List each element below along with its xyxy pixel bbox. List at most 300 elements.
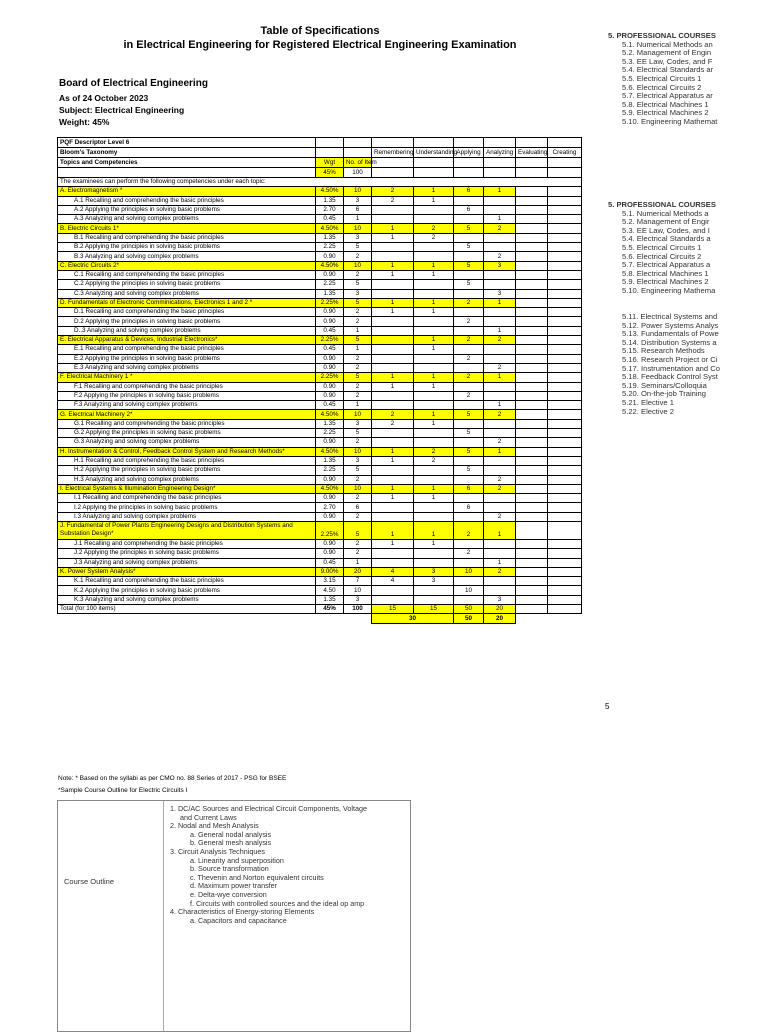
analyzing-cell: 2 xyxy=(484,512,516,521)
understanding-cell xyxy=(414,243,454,252)
remembering-cell: 1 xyxy=(372,484,414,493)
creating-cell xyxy=(548,345,582,354)
level-header: Understanding xyxy=(414,148,454,158)
remembering-cell: 1 xyxy=(372,261,414,270)
specification-table xyxy=(57,137,582,624)
evaluating-cell xyxy=(516,429,548,438)
intro-text: The examinees can perform the following competencies under each topic: xyxy=(58,178,582,187)
competency-row xyxy=(58,494,582,503)
evaluating-cell xyxy=(516,354,548,363)
applying-cell xyxy=(454,512,484,521)
evaluating-cell xyxy=(516,187,548,196)
analyzing-cell xyxy=(484,466,516,475)
analyzing-cell: 3 xyxy=(484,595,516,604)
topic-name: I. Electrical Systems & Illumination Engineering Design* xyxy=(58,484,316,493)
course-list-item: 5.7. Electrical Apparatus a xyxy=(622,260,711,270)
category-row xyxy=(58,373,582,382)
analyzing-cell xyxy=(484,382,516,391)
remembering-cell: 1 xyxy=(372,447,414,456)
analyzing-cell xyxy=(484,243,516,252)
total-weight: 45% xyxy=(316,168,344,178)
analyzing-cell: 1 xyxy=(484,401,516,410)
understanding-cell xyxy=(414,475,454,484)
outline-item: and Current Laws xyxy=(180,812,237,822)
board-name: Board of Electrical Engineering xyxy=(59,78,208,89)
remembering-cell xyxy=(372,215,414,224)
items-cell: 1 xyxy=(344,326,372,335)
analyzing-cell: 1 xyxy=(484,558,516,567)
items-cell: 5 xyxy=(344,243,372,252)
applying-cell: 2 xyxy=(454,336,484,345)
competency-row xyxy=(58,539,582,548)
course-list-item: 5.21. Elective 1 xyxy=(622,397,674,407)
course-list-item: 5.9. Electrical Machines 2 xyxy=(622,108,709,118)
creating-cell xyxy=(548,317,582,326)
items-cell: 10 xyxy=(344,586,372,595)
course-list-item: 5.4. Electrical Standards ar xyxy=(622,65,714,75)
summary-applying: 50 xyxy=(454,614,484,623)
competency-name: J.3 Analyzing and solving complex problems xyxy=(58,558,316,567)
remembering-cell xyxy=(372,317,414,326)
items-cell: 2 xyxy=(344,512,372,521)
applying-cell xyxy=(454,252,484,261)
summary-row xyxy=(58,614,582,623)
applying-cell xyxy=(454,233,484,242)
outline-item: c. Thevenin and Norton equivalent circuits xyxy=(190,872,324,882)
competency-name: F.1 Recalling and comprehending the basic principles xyxy=(58,382,316,391)
weight-cell: 4.50% xyxy=(316,484,344,493)
applying-cell: 2 xyxy=(454,298,484,307)
weight-cell: 0.45 xyxy=(316,345,344,354)
items-cell: 10 xyxy=(344,187,372,196)
items-cell: 2 xyxy=(344,549,372,558)
course-list-item: 5.5. Electrical Circuits 1 xyxy=(622,73,702,83)
evaluating-cell xyxy=(516,410,548,419)
competency-name: F.3 Analyzing and solving complex problems xyxy=(58,401,316,410)
weight-cell: 0.45 xyxy=(316,215,344,224)
competency-row xyxy=(58,401,582,410)
competency-name: K.3 Analyzing and solving complex problems xyxy=(58,595,316,604)
weight-cell: 0.90 xyxy=(316,391,344,400)
creating-cell xyxy=(548,270,582,279)
creating-cell xyxy=(548,373,582,382)
professional-courses-heading: 5. PROFESSIONAL COURSES xyxy=(608,200,716,209)
category-row xyxy=(58,261,582,270)
course-list-item: 5.4. Electrical Standards a xyxy=(622,234,711,244)
items-cell: 2 xyxy=(344,363,372,372)
course-list-item: 5.22. Elective 2 xyxy=(622,406,674,416)
evaluating-cell xyxy=(516,243,548,252)
competency-name: F.2 Applying the principles in solving basic problems xyxy=(58,391,316,400)
level-header: Applying xyxy=(454,148,484,158)
competency-row xyxy=(58,382,582,391)
evaluating-cell xyxy=(516,466,548,475)
category-row xyxy=(58,484,582,493)
evaluating-cell xyxy=(516,567,548,576)
evaluating-cell xyxy=(516,456,548,465)
remembering-cell: 1 xyxy=(372,456,414,465)
course-list-item: 5.6. Electrical Circuits 2 xyxy=(622,82,702,92)
understanding-cell xyxy=(414,466,454,475)
remembering-cell: 4 xyxy=(372,567,414,576)
creating-cell xyxy=(548,298,582,307)
understanding-cell: 1 xyxy=(414,419,454,428)
blooms-taxonomy-label: Bloom's Taxonomy xyxy=(58,148,316,158)
weight-cell: 4.50 xyxy=(316,586,344,595)
remembering-cell: 1 xyxy=(372,308,414,317)
items-cell: 3 xyxy=(344,419,372,428)
competency-name: D..3 Analyzing and solving complex problems xyxy=(58,326,316,335)
remembering-cell xyxy=(372,205,414,214)
analyzing-cell xyxy=(484,233,516,242)
remembering-cell xyxy=(372,549,414,558)
creating-cell xyxy=(548,391,582,400)
outline-item: d. Maximum power transfer xyxy=(190,881,278,891)
creating-cell xyxy=(548,261,582,270)
course-list-item: 5.8. Electrical Machines 1 xyxy=(622,99,709,109)
weight-cell: 0.90 xyxy=(316,438,344,447)
understanding-cell xyxy=(414,215,454,224)
competency-row xyxy=(58,549,582,558)
topic-name: A. Electromagnetism * xyxy=(58,187,316,196)
remembering-cell xyxy=(372,595,414,604)
items-cell: 5 xyxy=(344,280,372,289)
remembering-cell: 1 xyxy=(372,521,414,539)
creating-cell xyxy=(548,503,582,512)
applying-cell: 5 xyxy=(454,447,484,456)
applying-cell: 6 xyxy=(454,187,484,196)
items-cell: 2 xyxy=(344,308,372,317)
items-cell: 2 xyxy=(344,382,372,391)
weight-cell: 1.35 xyxy=(316,289,344,298)
items-cell: 3 xyxy=(344,233,372,242)
applying-cell xyxy=(454,345,484,354)
evaluating-cell xyxy=(516,549,548,558)
evaluating-cell xyxy=(516,503,548,512)
creating-cell xyxy=(548,401,582,410)
competency-row xyxy=(58,317,582,326)
creating-cell xyxy=(548,484,582,493)
remembering-cell xyxy=(372,354,414,363)
understanding-cell xyxy=(414,391,454,400)
competency-name: D.2 Applying the principles in solving basic problems xyxy=(58,317,316,326)
competency-name: G.2 Applying the principles in solving basic problems xyxy=(58,429,316,438)
course-list-item: 5.7. Electrical Apparatus ar xyxy=(622,91,713,101)
outline-item: 2. Nodal and Mesh Analysis xyxy=(170,821,259,831)
summary-analyzing: 20 xyxy=(484,614,516,623)
remembering-cell xyxy=(372,336,414,345)
understanding-cell: 1 xyxy=(414,410,454,419)
competency-row xyxy=(58,512,582,521)
applying-cell: 5 xyxy=(454,466,484,475)
creating-cell xyxy=(548,558,582,567)
applying-cell xyxy=(454,494,484,503)
category-row xyxy=(58,521,582,539)
evaluating-cell xyxy=(516,558,548,567)
creating-cell xyxy=(548,466,582,475)
understanding-cell: 1 xyxy=(414,345,454,354)
remembering-cell xyxy=(372,475,414,484)
remembering-cell: 1 xyxy=(372,382,414,391)
weight-cell: 1.35 xyxy=(316,233,344,242)
evaluating-cell xyxy=(516,401,548,410)
competency-row xyxy=(58,456,582,465)
creating-cell xyxy=(548,410,582,419)
applying-cell: 5 xyxy=(454,261,484,270)
applying-cell xyxy=(454,308,484,317)
category-row xyxy=(58,224,582,233)
outline-item: e. Delta-wye conversion xyxy=(190,889,267,899)
page-number: 5 xyxy=(605,702,610,711)
applying-cell xyxy=(454,215,484,224)
evaluating-cell xyxy=(516,447,548,456)
competency-row xyxy=(58,345,582,354)
evaluating-cell xyxy=(516,308,548,317)
applying-cell xyxy=(454,289,484,298)
weight-cell: 3.15 xyxy=(316,577,344,586)
items-cell: 7 xyxy=(344,577,372,586)
outline-item: b. General mesh analysis xyxy=(190,838,272,848)
category-row xyxy=(58,187,582,196)
understanding-cell: 3 xyxy=(414,567,454,576)
outline-item: 4. Characteristics of Energy-storing Elements xyxy=(170,907,315,917)
course-list-item: 5.15. Research Methods xyxy=(622,346,705,356)
weight-cell: 2.25 xyxy=(316,429,344,438)
weight-cell: 0.90 xyxy=(316,539,344,548)
creating-cell xyxy=(548,419,582,428)
competency-name: C.1 Recalling and comprehending the basic principles xyxy=(58,270,316,279)
evaluating-cell xyxy=(516,196,548,205)
weight-cell: 1.35 xyxy=(316,419,344,428)
category-row xyxy=(58,567,582,576)
course-list-item: 5.13. Fundamentals of Powe xyxy=(622,329,719,339)
analyzing-cell xyxy=(484,391,516,400)
note-syllabi: Note: * Based on the syllabi as per CMO no. 88 Series of 2017 - PSG for BSEE xyxy=(58,775,287,782)
competency-name: E.3 Analyzing and solving complex problems xyxy=(58,363,316,372)
creating-cell xyxy=(548,224,582,233)
competency-row xyxy=(58,577,582,586)
items-cell: 5 xyxy=(344,429,372,438)
items-cell: 1 xyxy=(344,401,372,410)
understanding-cell xyxy=(414,503,454,512)
competency-row xyxy=(58,354,582,363)
applying-cell xyxy=(454,595,484,604)
topic-name: F. Electrical Machinery 1 * xyxy=(58,373,316,382)
understanding-cell xyxy=(414,280,454,289)
remembering-cell xyxy=(372,401,414,410)
total-items-cell: 100 xyxy=(344,605,372,614)
creating-cell xyxy=(548,429,582,438)
competency-row xyxy=(58,233,582,242)
weight-cell: 2.25% xyxy=(316,336,344,345)
weight-line: Weight: 45% xyxy=(59,117,110,127)
weight-cell: 2.70 xyxy=(316,503,344,512)
creating-cell xyxy=(548,382,582,391)
weight-cell: 4.50% xyxy=(316,187,344,196)
applying-cell: 10 xyxy=(454,567,484,576)
understanding-cell: 1 xyxy=(414,484,454,493)
competency-name: C.2 Applying the principles in solving basic problems xyxy=(58,280,316,289)
remembering-cell: 1 xyxy=(372,539,414,548)
course-list-item: 5.2. Management of Engin xyxy=(622,48,712,58)
weight-cell: 2.70 xyxy=(316,205,344,214)
competency-row xyxy=(58,438,582,447)
document-subtitle: in Electrical Engineering for Registered Electrical Engineering Examination xyxy=(123,39,517,51)
topic-name: E. Electrical Apparatus & Devices, Industrial Electronics* xyxy=(58,336,316,345)
remembering-cell xyxy=(372,252,414,261)
applying-cell: 6 xyxy=(454,484,484,493)
weight-cell: 0.90 xyxy=(316,382,344,391)
weight-cell: 0.90 xyxy=(316,308,344,317)
remembering-cell xyxy=(372,326,414,335)
total-items: 100 xyxy=(344,168,372,178)
items-cell: 3 xyxy=(344,456,372,465)
understanding-cell xyxy=(414,401,454,410)
pqf-descriptor: PQF Descriptor Level 6 xyxy=(58,138,316,148)
outline-item: b. Source transformation xyxy=(190,864,269,874)
applying-cell xyxy=(454,475,484,484)
items-cell: 6 xyxy=(344,205,372,214)
course-list-item: 5.17. Instrumentation and Co xyxy=(622,363,720,373)
evaluating-cell xyxy=(516,270,548,279)
items-cell: 3 xyxy=(344,595,372,604)
applying-cell: 2 xyxy=(454,354,484,363)
as-of-date: As of 24 October 2023 xyxy=(59,93,149,103)
category-row xyxy=(58,336,582,345)
analyzing-cell: 2 xyxy=(484,438,516,447)
competency-row xyxy=(58,280,582,289)
evaluating-cell xyxy=(516,336,548,345)
competency-name: J.2 Applying the principles in solving basic problems xyxy=(58,549,316,558)
competency-name: D.1 Recalling and comprehending the basic principles xyxy=(58,308,316,317)
notes xyxy=(58,773,286,797)
analyzing-cell xyxy=(484,280,516,289)
outline-item: a. Capacitors and capacitance xyxy=(190,915,287,925)
remembering-cell: 2 xyxy=(372,187,414,196)
creating-cell xyxy=(548,252,582,261)
remembering-cell: 2 xyxy=(372,419,414,428)
course-list-item: 5.10. Engineering Mathema xyxy=(622,285,716,295)
competency-name: B.2 Applying the principles in solving basic problems xyxy=(58,243,316,252)
weight-cell: 0.90 xyxy=(316,494,344,503)
wgt-header: Wgt xyxy=(316,158,344,168)
weight-cell: 0.45 xyxy=(316,326,344,335)
competency-row xyxy=(58,475,582,484)
competency-row xyxy=(58,308,582,317)
weight-cell: 0.90 xyxy=(316,512,344,521)
course-outline-list xyxy=(170,805,367,925)
outline-item: a. General nodal analysis xyxy=(190,829,272,839)
competency-row xyxy=(58,205,582,214)
applying-cell: 5 xyxy=(454,243,484,252)
remembering-cell: 1 xyxy=(372,494,414,503)
remembering-cell: 4 xyxy=(372,577,414,586)
creating-cell xyxy=(548,308,582,317)
competency-name: H.1 Recalling and comprehending the basic principles xyxy=(58,456,316,465)
evaluating-cell xyxy=(516,419,548,428)
applying-cell xyxy=(454,438,484,447)
remembering-cell xyxy=(372,438,414,447)
competency-name: C.3 Analyzing and solving complex problems xyxy=(58,289,316,298)
creating-cell xyxy=(548,447,582,456)
evaluating-cell xyxy=(516,391,548,400)
course-list-item: 5.6. Electrical Circuits 2 xyxy=(622,251,702,261)
competency-name: I.2 Applying the principles in solving basic problems xyxy=(58,503,316,512)
understanding-cell xyxy=(414,438,454,447)
total-evaluating xyxy=(516,605,548,614)
understanding-cell: 1 xyxy=(414,308,454,317)
weight-cell: 0.90 xyxy=(316,252,344,261)
items-cell: 2 xyxy=(344,539,372,548)
evaluating-cell xyxy=(516,233,548,242)
evaluating-cell xyxy=(516,345,548,354)
creating-cell xyxy=(548,577,582,586)
professional-courses-list-3 xyxy=(608,313,720,416)
evaluating-cell xyxy=(516,539,548,548)
applying-cell xyxy=(454,539,484,548)
competency-name: I.3 Analyzing and solving complex problems xyxy=(58,512,316,521)
creating-cell xyxy=(548,586,582,595)
divider xyxy=(163,801,164,1031)
understanding-cell xyxy=(414,326,454,335)
applying-cell xyxy=(454,577,484,586)
analyzing-cell: 2 xyxy=(484,475,516,484)
evaluating-cell xyxy=(516,298,548,307)
creating-cell xyxy=(548,289,582,298)
professional-courses-heading: 5. PROFESSIONAL COURSES xyxy=(608,31,716,40)
competency-row xyxy=(58,419,582,428)
creating-cell xyxy=(548,215,582,224)
category-row xyxy=(58,410,582,419)
creating-cell xyxy=(548,243,582,252)
competency-row xyxy=(58,215,582,224)
course-list-item: 5.11. Electrical Systems and xyxy=(622,312,718,321)
understanding-cell xyxy=(414,429,454,438)
understanding-cell xyxy=(414,363,454,372)
applying-cell: 5 xyxy=(454,280,484,289)
summary-remember-understand: 30 xyxy=(372,614,454,623)
items-cell: 5 xyxy=(344,373,372,382)
creating-cell xyxy=(548,595,582,604)
applying-cell: 6 xyxy=(454,503,484,512)
analyzing-cell: 2 xyxy=(484,336,516,345)
competency-row xyxy=(58,326,582,335)
analyzing-cell: 3 xyxy=(484,261,516,270)
analyzing-cell: 2 xyxy=(484,484,516,493)
topic-name: J. Fundamental of Power Plants Engineering Designs and Distribution Systems and Substation Design* xyxy=(58,521,316,539)
competency-name: G.1 Recalling and comprehending the basic principles xyxy=(58,419,316,428)
weight-cell: 2.25% xyxy=(316,521,344,539)
understanding-cell: 1 xyxy=(414,187,454,196)
creating-cell xyxy=(548,336,582,345)
total-remembering: 15 xyxy=(372,605,414,614)
applying-cell: 2 xyxy=(454,317,484,326)
weight-cell: 1.35 xyxy=(316,595,344,604)
subject-line: Subject: Electrical Engineering xyxy=(59,105,185,115)
analyzing-cell xyxy=(484,503,516,512)
creating-cell xyxy=(548,512,582,521)
remembering-cell: 1 xyxy=(372,270,414,279)
analyzing-cell: 1 xyxy=(484,447,516,456)
competency-row xyxy=(58,243,582,252)
weight-cell: 4.50% xyxy=(316,224,344,233)
weight-cell: 0.90 xyxy=(316,270,344,279)
competency-name: K.2 Applying the principles in solving basic problems xyxy=(58,586,316,595)
items-cell: 10 xyxy=(344,224,372,233)
level-header: Evaluating xyxy=(516,148,548,158)
items-cell: 10 xyxy=(344,447,372,456)
remembering-cell xyxy=(372,345,414,354)
